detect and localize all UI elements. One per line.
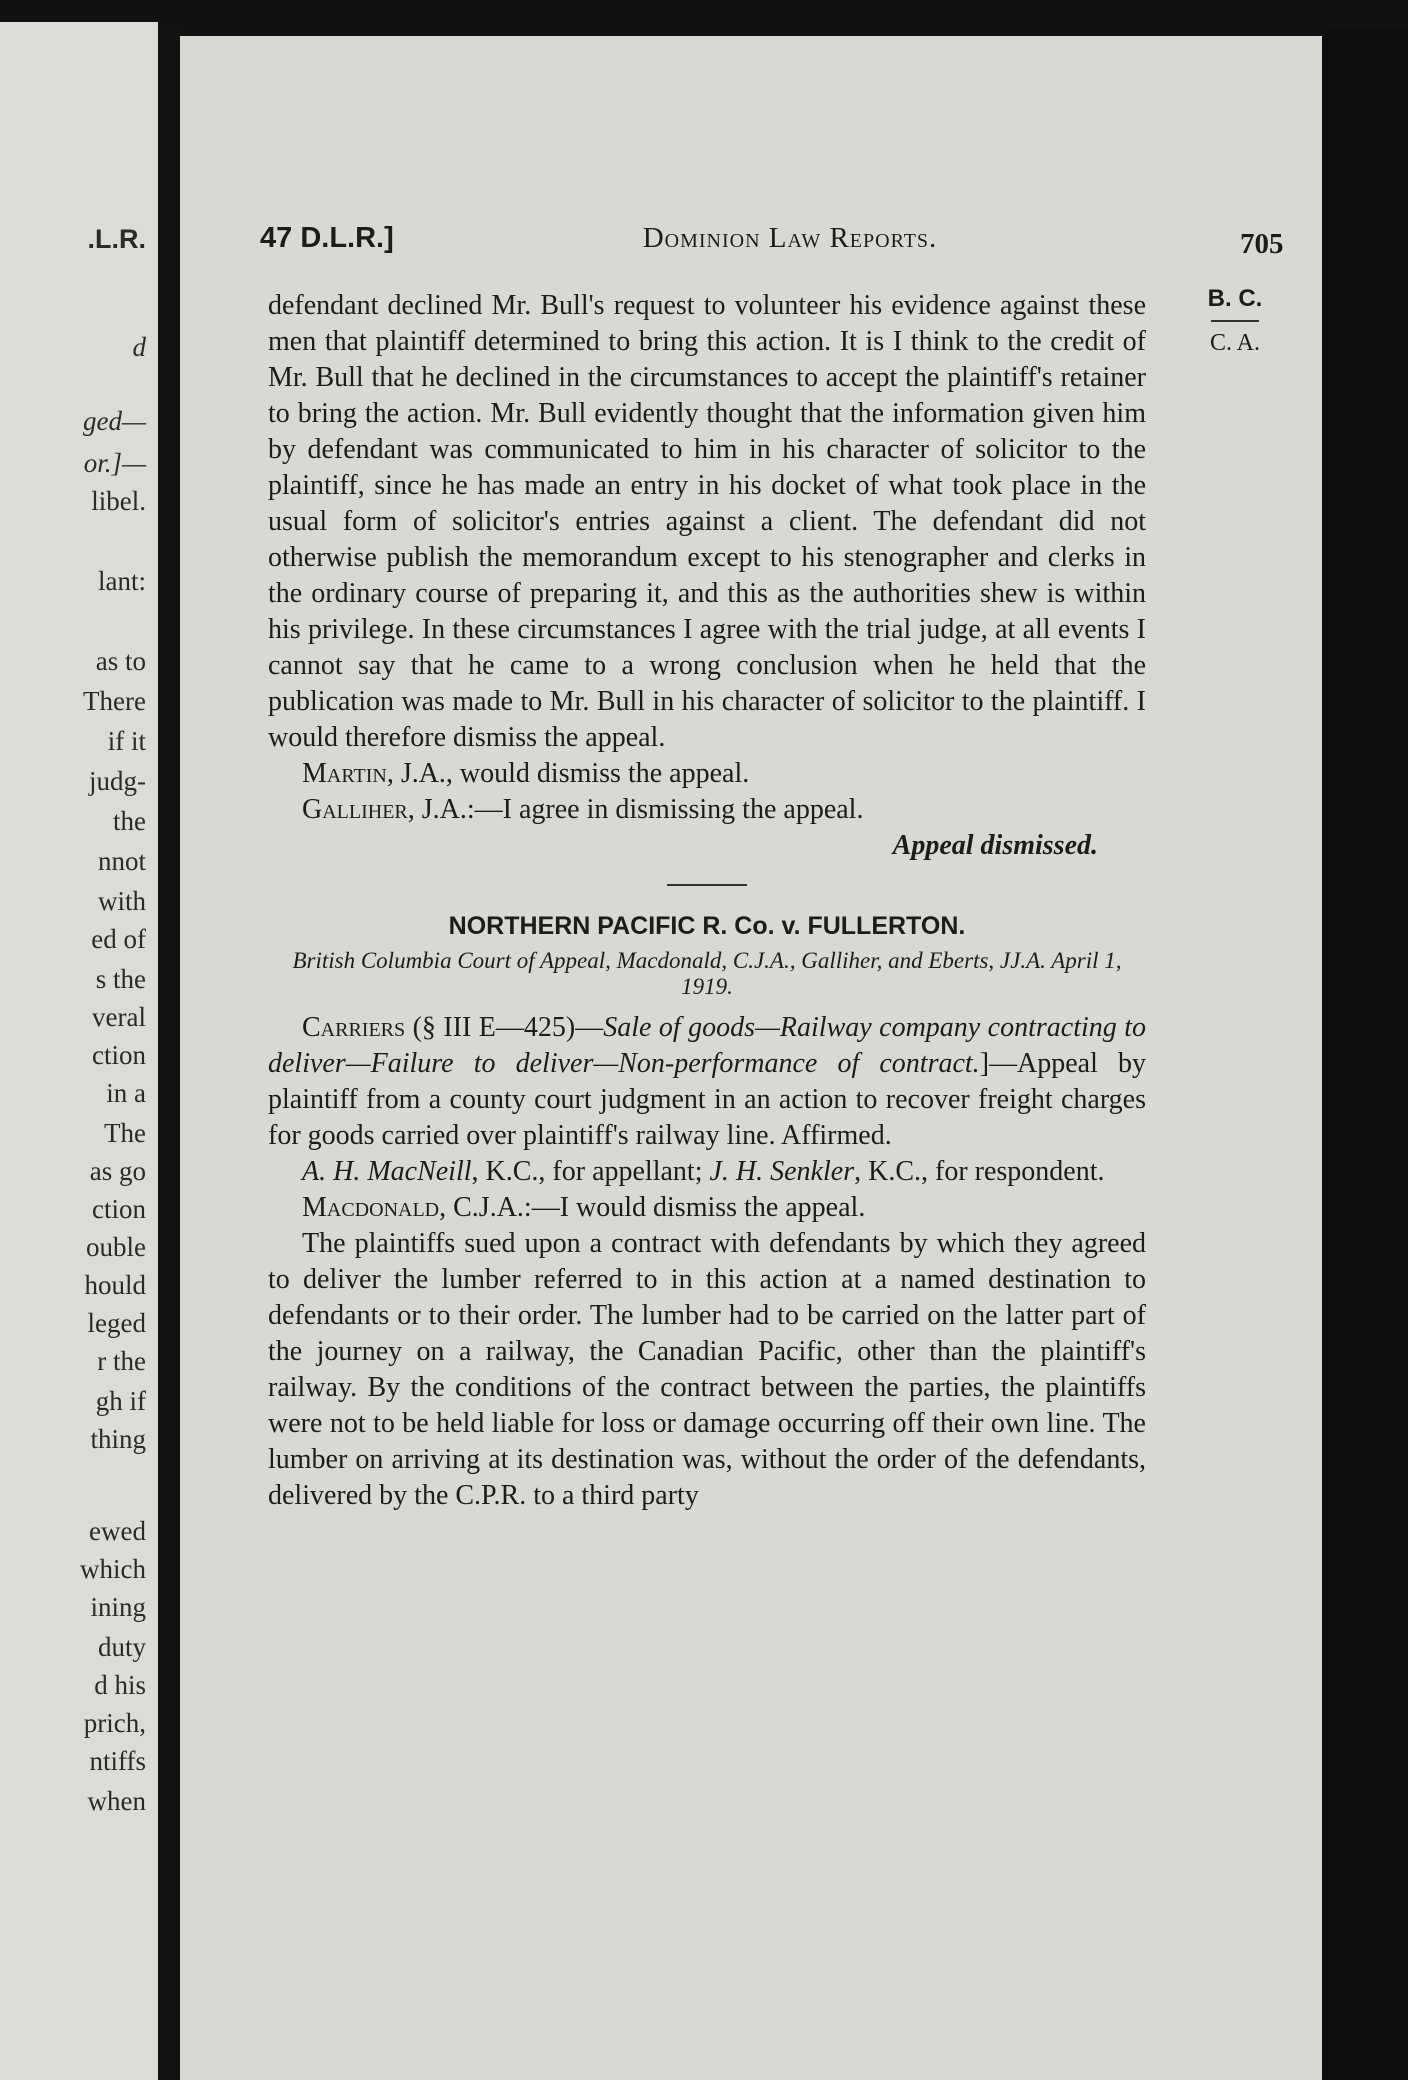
left-page-line: d — [132, 332, 146, 362]
left-page-line: in a — [106, 1078, 146, 1108]
judge-name: Macdonald — [302, 1192, 440, 1223]
counsel-role: , K.C., for respondent. — [854, 1156, 1105, 1187]
counsel-name: A. H. MacNeill — [302, 1156, 472, 1187]
left-page-line: ining — [90, 1592, 146, 1622]
headnote-summary: ]—Appeal by plaintiff from a county court judgment in an action to recover freight charges for goods carried over plaintiff's railway line. Affirmed. — [268, 1048, 1146, 1151]
headnote-ref: (§ III E—425)— — [405, 1012, 604, 1043]
left-page-line: The — [104, 1118, 146, 1148]
left-page-line: nnot — [97, 846, 146, 876]
left-page-line: ntiffs — [89, 1746, 146, 1776]
facing-page-fragment — [0, 22, 158, 2080]
left-page-line: thing — [90, 1424, 146, 1454]
left-page-line: ouble — [86, 1232, 146, 1262]
running-title: Dominion Law Reports. — [642, 222, 938, 254]
left-page-line: ction — [92, 1040, 146, 1070]
left-page-line: veral — [92, 1002, 146, 1032]
left-page-line: d his — [94, 1670, 146, 1700]
side-note-rule — [1211, 320, 1259, 322]
left-page-line: as to — [95, 646, 146, 676]
side-note — [1190, 284, 1280, 358]
left-page-line: ewed — [89, 1516, 146, 1546]
left-page-line: prich, — [83, 1708, 146, 1738]
case-result: Appeal dismissed. — [892, 830, 1098, 861]
left-page-line: lant: — [98, 566, 146, 596]
left-page-line: ction — [92, 1194, 146, 1224]
left-page-line: judg- — [89, 766, 146, 796]
macdonald-paragraph — [268, 1190, 1146, 1226]
left-page-line: ged— — [83, 406, 146, 436]
opinion-paragraph: defendant declined Mr. Bull's request to volunteer his evidence against these men that plaintiff determined to bring this action. It is I think to the credit of Mr. Bull that he declined in the circumstances to accept the plaintiff's retainer to bring the action. Mr. Bull evidently thought that the information given him by defendant was communicated to him in his character of solicitor to the plaintiff, since he has made an entry in his docket of what took place in the usual form of solicitor's entries against a client. The defendant did not otherwise publish the memorandum except to his stenographer and clerks in the ordinary course of preparing it, and this as the authorities shew is within his privilege. In these circumstances I agree with the trial judge, at all events I cannot say that he came to a wrong conclusion when he held that the publication was made to Mr. Bull in his character of solicitor to the plaintiff. I would therefore dismiss the appeal. — [268, 290, 1146, 753]
counsel-role: , K.C., for appellant; — [471, 1156, 710, 1187]
volume-reference: 47 D.L.R.] — [260, 222, 394, 254]
galliher-paragraph — [268, 792, 1146, 828]
left-page-line: the — [113, 806, 146, 836]
counsel-name: J. H. Senkler — [709, 1156, 855, 1187]
left-page-line: ed of — [91, 924, 146, 954]
headnote — [268, 1010, 1146, 1154]
body-text — [268, 288, 1146, 1514]
judge-name: Martin — [302, 758, 387, 789]
judgment-text: , J.A., would dismiss the appeal. — [386, 758, 750, 789]
left-page-line: hould — [84, 1270, 146, 1300]
counsel-line — [268, 1154, 1146, 1190]
left-page-line: leged — [87, 1308, 146, 1338]
left-page-header: .L.R. — [87, 224, 146, 254]
judgment-text: , J.A.:—I agree in dismissing the appeal. — [407, 794, 864, 825]
book-gutter — [158, 30, 180, 2080]
left-page-line: duty — [97, 1632, 146, 1662]
left-page-line: gh if — [95, 1386, 146, 1416]
main-page — [180, 36, 1322, 2080]
page-number: 705 — [1240, 228, 1284, 260]
left-page-line: libel. — [91, 486, 146, 516]
left-page-line: with — [97, 886, 146, 916]
left-page-line: s the — [95, 964, 146, 994]
left-page-line: when — [87, 1786, 146, 1816]
left-page-line: as go — [89, 1156, 146, 1186]
left-page-line: which — [80, 1554, 146, 1584]
section-divider — [667, 884, 747, 886]
side-note-court: B. C. — [1207, 285, 1263, 312]
left-page-line: r the — [97, 1346, 146, 1376]
headnote-topic: Sale of goods—Railway company contracting to deliver—Failure to deliver—Non-performance of contract. — [268, 1012, 1146, 1079]
left-page-line: if it — [107, 726, 146, 756]
left-page-line: or.]— — [83, 448, 146, 478]
martin-paragraph — [268, 756, 1146, 792]
headnote-lead: Carriers — [302, 1012, 406, 1043]
scan-right-border — [1322, 30, 1408, 2080]
judge-name: Galliher — [302, 794, 408, 825]
left-page-line: There — [83, 686, 146, 716]
court-line: British Columbia Court of Appeal, Macdonald, C.J.A., Galliher, and Eberts, JJ.A. April 1, 1919. — [292, 948, 1122, 999]
side-note-division: C. A. — [1209, 330, 1260, 356]
judgment-text: , C.J.A.:—I would dismiss the appeal. — [439, 1192, 866, 1223]
opinion-paragraph: The plaintiffs sued upon a contract with defendants by which they agreed to deliver the lumber referred to in this action at a named destination to defendants or to their order. The lumber had to be carried on the latter part of the journey on a railway, the Canadian Pacific, other than the plaintiff's railway. By the conditions of the contract between the parties, the plaintiffs were not to be held liable for loss or damage occurring off their own line. The lumber on arriving at its destination was, without the order of the defendants, delivered by the C.P.R. to a third party — [268, 1228, 1146, 1511]
case-title: NORTHERN PACIFIC R. Co. v. FULLERTON. — [448, 912, 966, 940]
